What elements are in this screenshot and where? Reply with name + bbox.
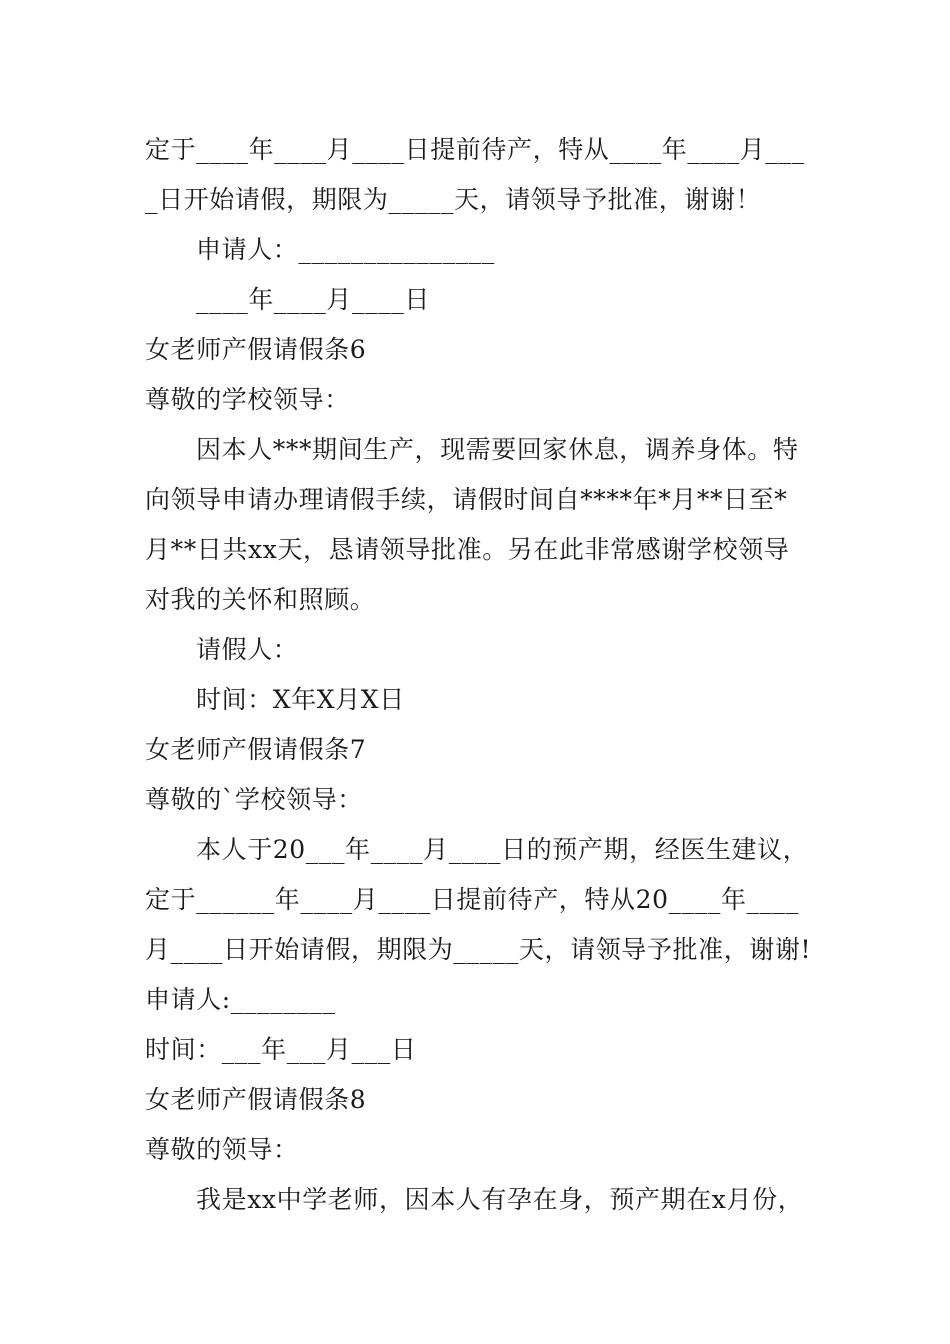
paragraph-line: _日开始请假，期限为_____天，请领导予批准，谢谢！: [145, 185, 762, 214]
paragraph-line: 对我的关怀和照顾。: [145, 585, 376, 614]
salutation: 尊敬的领导：: [145, 1135, 299, 1164]
date-line: ____年____月____日: [196, 285, 431, 314]
paragraph-line: 月____日开始请假，期限为_____天，请领导予批准，谢谢!: [145, 935, 812, 964]
applicant-signature-line: 请假人：: [196, 635, 299, 664]
paragraph-line: 因本人***期间生产，现需要回家休息，调养身体。特: [196, 435, 799, 464]
applicant-signature-line: 申请人:________: [145, 985, 336, 1014]
date-line: 时间：X年X月X日: [196, 685, 405, 714]
salutation: 尊敬的`学校领导：: [145, 785, 363, 814]
paragraph-line: 月**日共xx天，恳请领导批准。另在此非常感谢学校领导: [145, 535, 790, 564]
paragraph-line: 我是xx中学老师，因本人有孕在身，预产期在x月份，: [196, 1185, 804, 1214]
section-heading: 女老师产假请假条7: [145, 735, 367, 764]
paragraph-line: 定于____年____月____日提前待产，特从____年____月___: [145, 135, 805, 164]
section-heading: 女老师产假请假条8: [145, 1085, 367, 1114]
salutation: 尊敬的学校领导：: [145, 385, 350, 414]
section-heading: 女老师产假请假条6: [145, 335, 367, 364]
date-line: 时间：___年___月___日: [145, 1035, 417, 1064]
paragraph-line: 本人于20___年____月____日的预产期，经医生建议，: [196, 835, 809, 864]
paragraph-line: 定于______年____月____日提前待产，特从20____年____: [145, 885, 800, 914]
applicant-signature-line: 申请人：_______________: [196, 235, 495, 264]
paragraph-line: 向领导申请办理请假手续，请假时间自****年*月**日至*: [145, 485, 788, 514]
